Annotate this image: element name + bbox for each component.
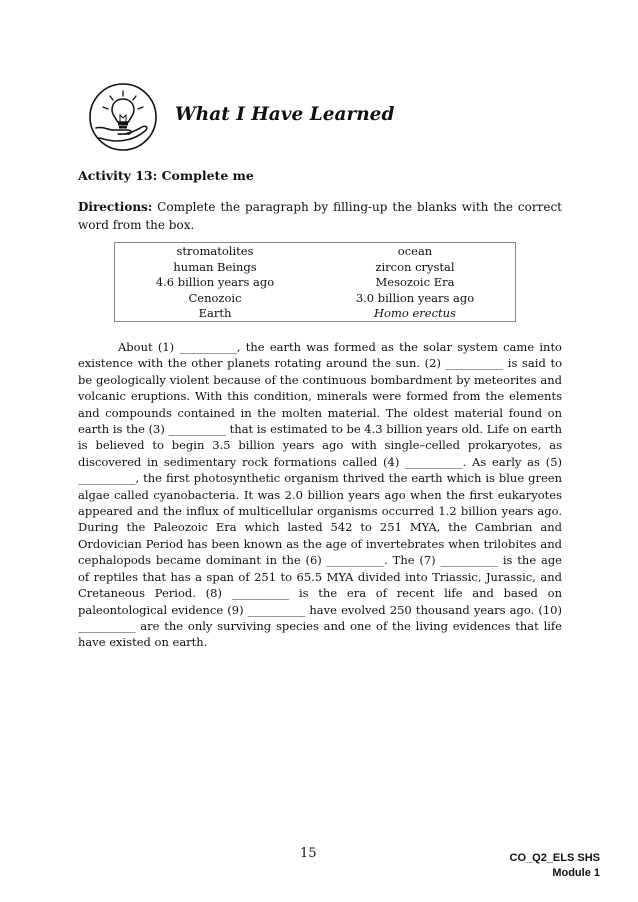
word-box bbox=[114, 242, 516, 322]
page-number: 15 bbox=[300, 846, 317, 861]
directions-label: Directions: bbox=[78, 200, 153, 214]
word-box-item: ocean bbox=[397, 244, 433, 258]
word-box-item: 3.0 billion years ago bbox=[355, 290, 475, 305]
module-code bbox=[450, 851, 600, 881]
directions bbox=[78, 198, 562, 234]
activity-title: Activity 13: Complete me bbox=[78, 168, 254, 183]
directions-text: Complete the paragraph by filling-up the blanks with the correct word from the box. bbox=[78, 200, 562, 232]
fill-in-paragraph: About (1) __________, the earth was formed as the solar system came into existence with the other planets rotating around the sun. (2) __________ is said to be geologically violent because of the continuous bombardment by meteorites and volcanic eruptions. With this condition, minerals were formed from the elements and compounds contained in the molten material. The oldest material found on earth is the (3) __________ that is estimated to be 4.3 billion years old. Life on earth is believed to begin 3.5 billion years ago with single–celled prokaryotes, as discovered in sedimentary rock formations called (4) __________. As early as (5) __________, the first photosynthetic organism thrived the earth which is blue green algae called cyanobacteria. It was 2.0 billion years ago when the first eukaryotes appeared and the influx of multicellular organisms occurred 1.2 billion years ago. During the Paleozoic Era which lasted 542 to 251 MYA, the Cambrian and Ordovician Period has been known as the age of invertebrates when trilobites and cephalopods became dominant in the (6) __________. The (7) __________ is the age of reptiles that has a span of 251 to 65.5 MYA divided into Triassic, Jurassic, and Cretaneous Period. (8) __________ is the era of recent life and based on paleontological evidence (9) __________ have evolved 250 thousand years ago. (10) __________ are the only surviving species and one of the living evidences that life have existed on earth. bbox=[78, 340, 562, 650]
word-box-item: Earth bbox=[198, 306, 232, 321]
word-box-item: 4.6 billion years ago bbox=[155, 275, 275, 290]
word-box-item: stromatolites bbox=[176, 244, 254, 258]
word-box-item: Homo erectus bbox=[374, 306, 456, 321]
section-header bbox=[88, 82, 408, 152]
lightbulb-hand-icon bbox=[88, 82, 158, 152]
word-box-item: Mesozoic Era bbox=[375, 275, 455, 290]
word-box-item: Cenozoic bbox=[188, 290, 242, 305]
module-number: Module 1 bbox=[552, 867, 600, 879]
section-title: What I Have Learned bbox=[175, 104, 395, 125]
word-box-item: zircon crystal bbox=[375, 259, 455, 274]
module-code-line: CO_Q2_ELS SHS bbox=[509, 852, 600, 864]
word-box-item: human Beings bbox=[173, 259, 257, 274]
